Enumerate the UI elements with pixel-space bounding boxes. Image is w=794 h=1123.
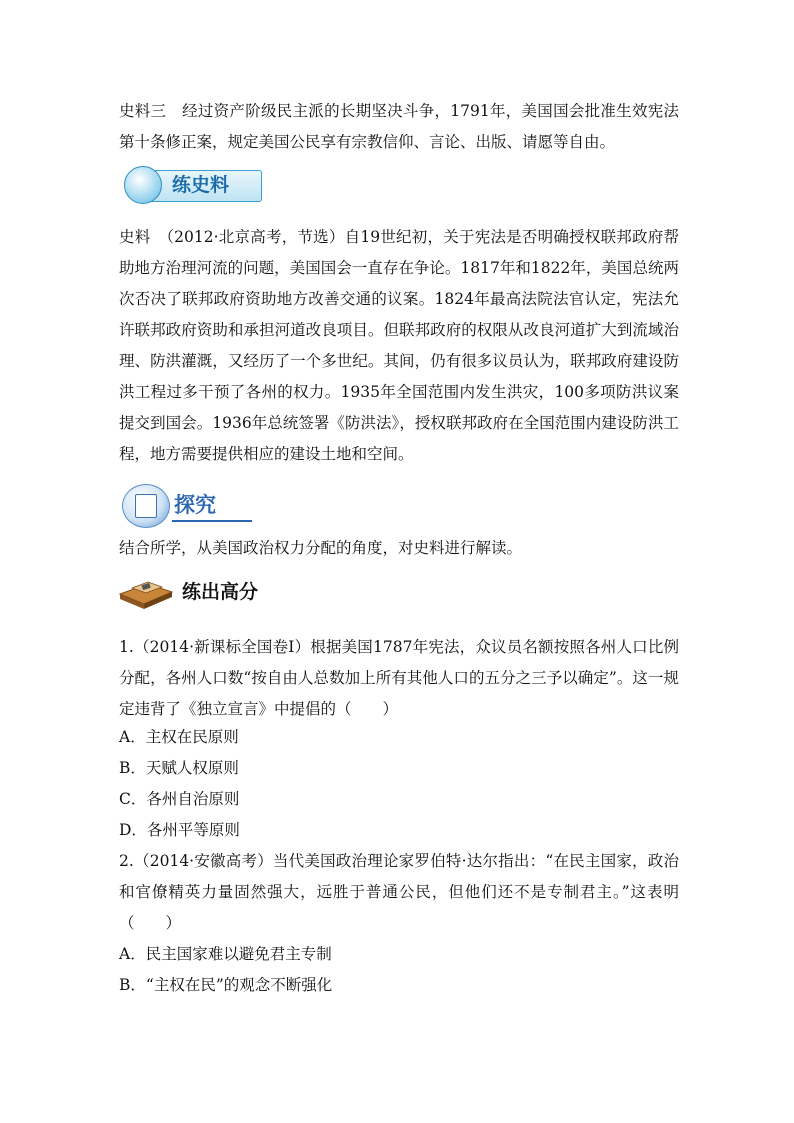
document-icon [135, 494, 157, 518]
question-1-option-a: A．主权在民原则 [119, 728, 239, 746]
question-1-option-d: D．各州平等原则 [119, 821, 240, 839]
banner-underline [172, 520, 252, 522]
question-2-stem: 2.（2014·安徽高考）当代美国政治理论家罗伯特·达尔指出：“在民主国家，政治和官僚精英力量固然强大，远胜于普通公民，但他们还不是专制君主。”这表明（ ） [119, 852, 679, 932]
source-three-paragraph: 史料三 经过资产阶级民主派的长期坚决斗争，1791年，美国国会批准生效宪法第十条修正案，规定美国公民享有宗教信仰、言论、出版、请愿等自由。 [119, 102, 679, 151]
heading-label: 练出高分 [182, 581, 259, 603]
question-2-option-b: B．“主权在民”的观念不断强化 [119, 976, 333, 994]
book-icon [118, 576, 174, 610]
explore-banner [122, 482, 262, 528]
banner-label: 探究 [174, 493, 216, 517]
question-1-option-b: B．天赋人权原则 [119, 759, 239, 777]
globe-icon [124, 166, 162, 204]
source-main-paragraph: 史料 （2012·北京高考，节选）自19世纪初，关于宪法是否明确授权联邦政府帮助地方治理河流的问题，美国国会一直存在争论。1817年和1822年，美国总统两次否决了联邦政府资助地方改善交通的议案。1824年最高法院法官认定，宪法允许联邦政府资助和承担河道改良项目。但联邦政府的权限从改良河道扩大到流域治理、防洪灌溉，又经历了一个多世纪。其间，仍有很多议员认为，联邦政府建设防洪工程过多干预了各州的权力。1935年全国范围内发生洪灾，100多项防洪议案提交到国会。1936年总统签署《防洪法》，授权联邦政府在全国范围内建设防洪工程，地方需要提供相应的建设土地和空间。 [119, 228, 679, 463]
explore-prompt: 结合所学，从美国政治权力分配的角度，对史料进行解读。 [119, 539, 523, 557]
practice-sources-banner [124, 166, 262, 204]
question-1-option-c: C．各州自治原则 [119, 790, 240, 808]
banner-label: 练史料 [172, 174, 230, 196]
question-1-stem: 1.（2014·新课标全国卷Ⅰ）根据美国1787年宪法，众议员名额按照各州人口比例分配，各州人口数“按自由人总数加上所有其他人口的五分之三予以确定”。这一规定违背了《独立宣言》中提倡的（ ） [119, 638, 679, 718]
score-heading [118, 572, 298, 612]
question-2-option-a: A．民主国家难以避免君主专制 [119, 945, 332, 963]
